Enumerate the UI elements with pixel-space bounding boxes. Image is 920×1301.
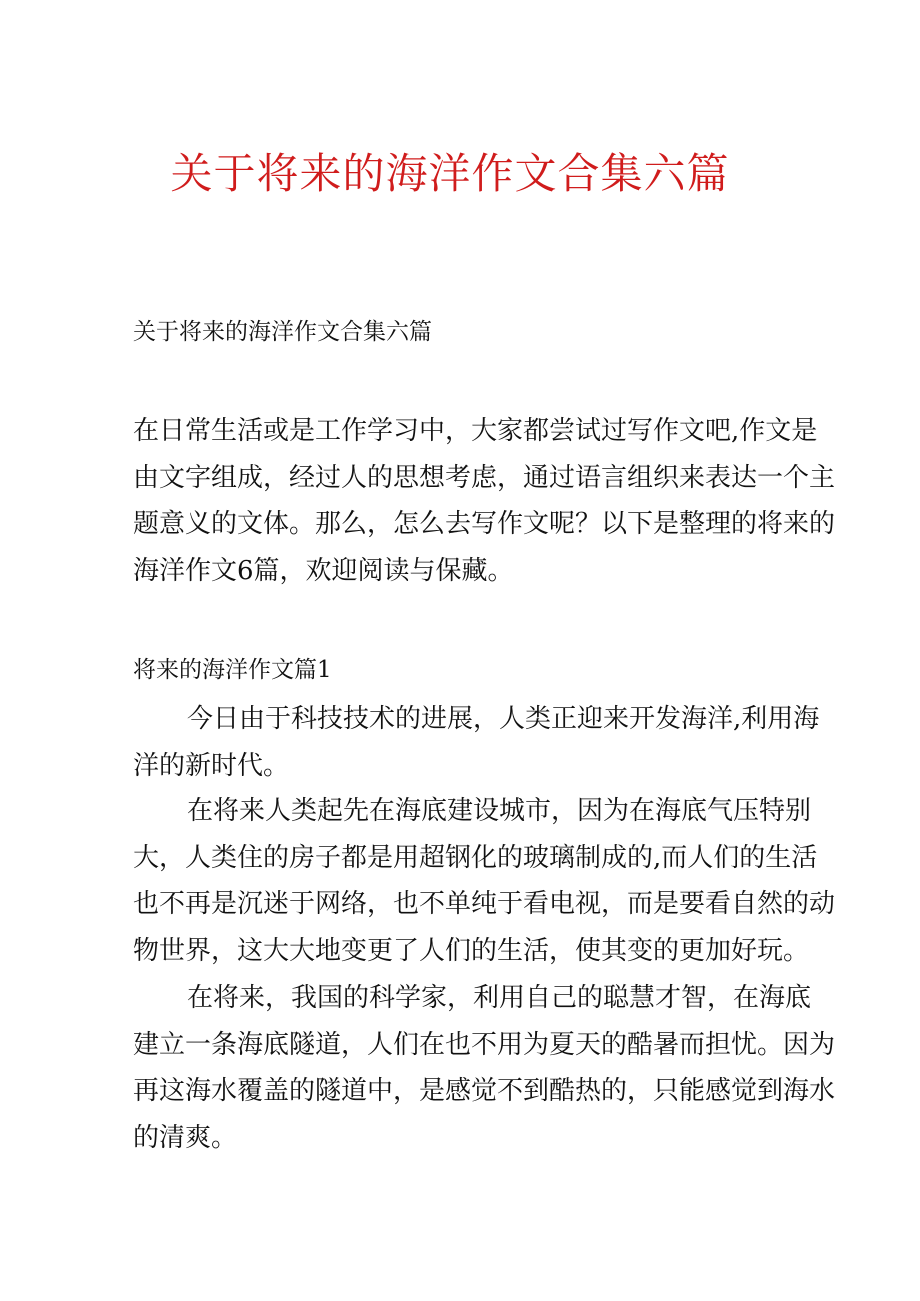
paragraph-line: 建立一条海底隧道，人们在也不用为夏天的酷暑而担忧。因为 xyxy=(133,1029,836,1060)
intro-paragraph xyxy=(133,408,836,594)
paragraph-line: 洋的新时代。 xyxy=(133,750,290,781)
paragraph-line: 物世界，这大大地变更了人们的生活，使其变的更加好玩。 xyxy=(133,935,810,966)
paragraph-line: 也不再是沉迷于网络，也不单纯于看电视，而是要看自然的动 xyxy=(133,889,836,919)
paragraph-line: 今日由于科技技术的进展，人类正迎来开发海洋,利用海 xyxy=(187,704,820,734)
section-heading: 将来的海洋作文篇1 xyxy=(133,657,332,683)
document-title: 关于将来的海洋作文合集六篇 xyxy=(170,149,730,198)
essay-paragraph-1 xyxy=(133,696,819,789)
essay-paragraph-3 xyxy=(133,975,835,1161)
paragraph-line: 再这海水覆盖的隧道中，是感觉不到酷热的，只能感觉到海水 xyxy=(133,1076,836,1106)
intro-line: 海洋作文6篇，欢迎阅读与保藏。 xyxy=(133,555,514,586)
intro-line: 在日常生活或是工作学习中，大家都尝试过写作文吧,作文是 xyxy=(133,416,818,446)
paragraph-line: 大，人类住的房子都是用超钢化的玻璃制成的,而人们的生活 xyxy=(133,842,818,873)
paragraph-line: 在将来人类起先在海底建设城市，因为在海底气压特别 xyxy=(187,796,812,826)
document-subtitle: 关于将来的海洋作文合集六篇 xyxy=(133,319,432,345)
intro-line: 题意义的文体。那么，怎么去写作文呢？以下是整理的将来的 xyxy=(133,509,836,539)
essay-paragraph-2 xyxy=(133,788,835,974)
paragraph-line: 的清爽。 xyxy=(133,1122,238,1153)
paragraph-line: 在将来，我国的科学家，利用自己的聪慧才智，在海底 xyxy=(187,983,812,1013)
intro-line: 由文字组成，经过人的思想考虑，通过语言组织来表达一个主 xyxy=(133,462,836,493)
